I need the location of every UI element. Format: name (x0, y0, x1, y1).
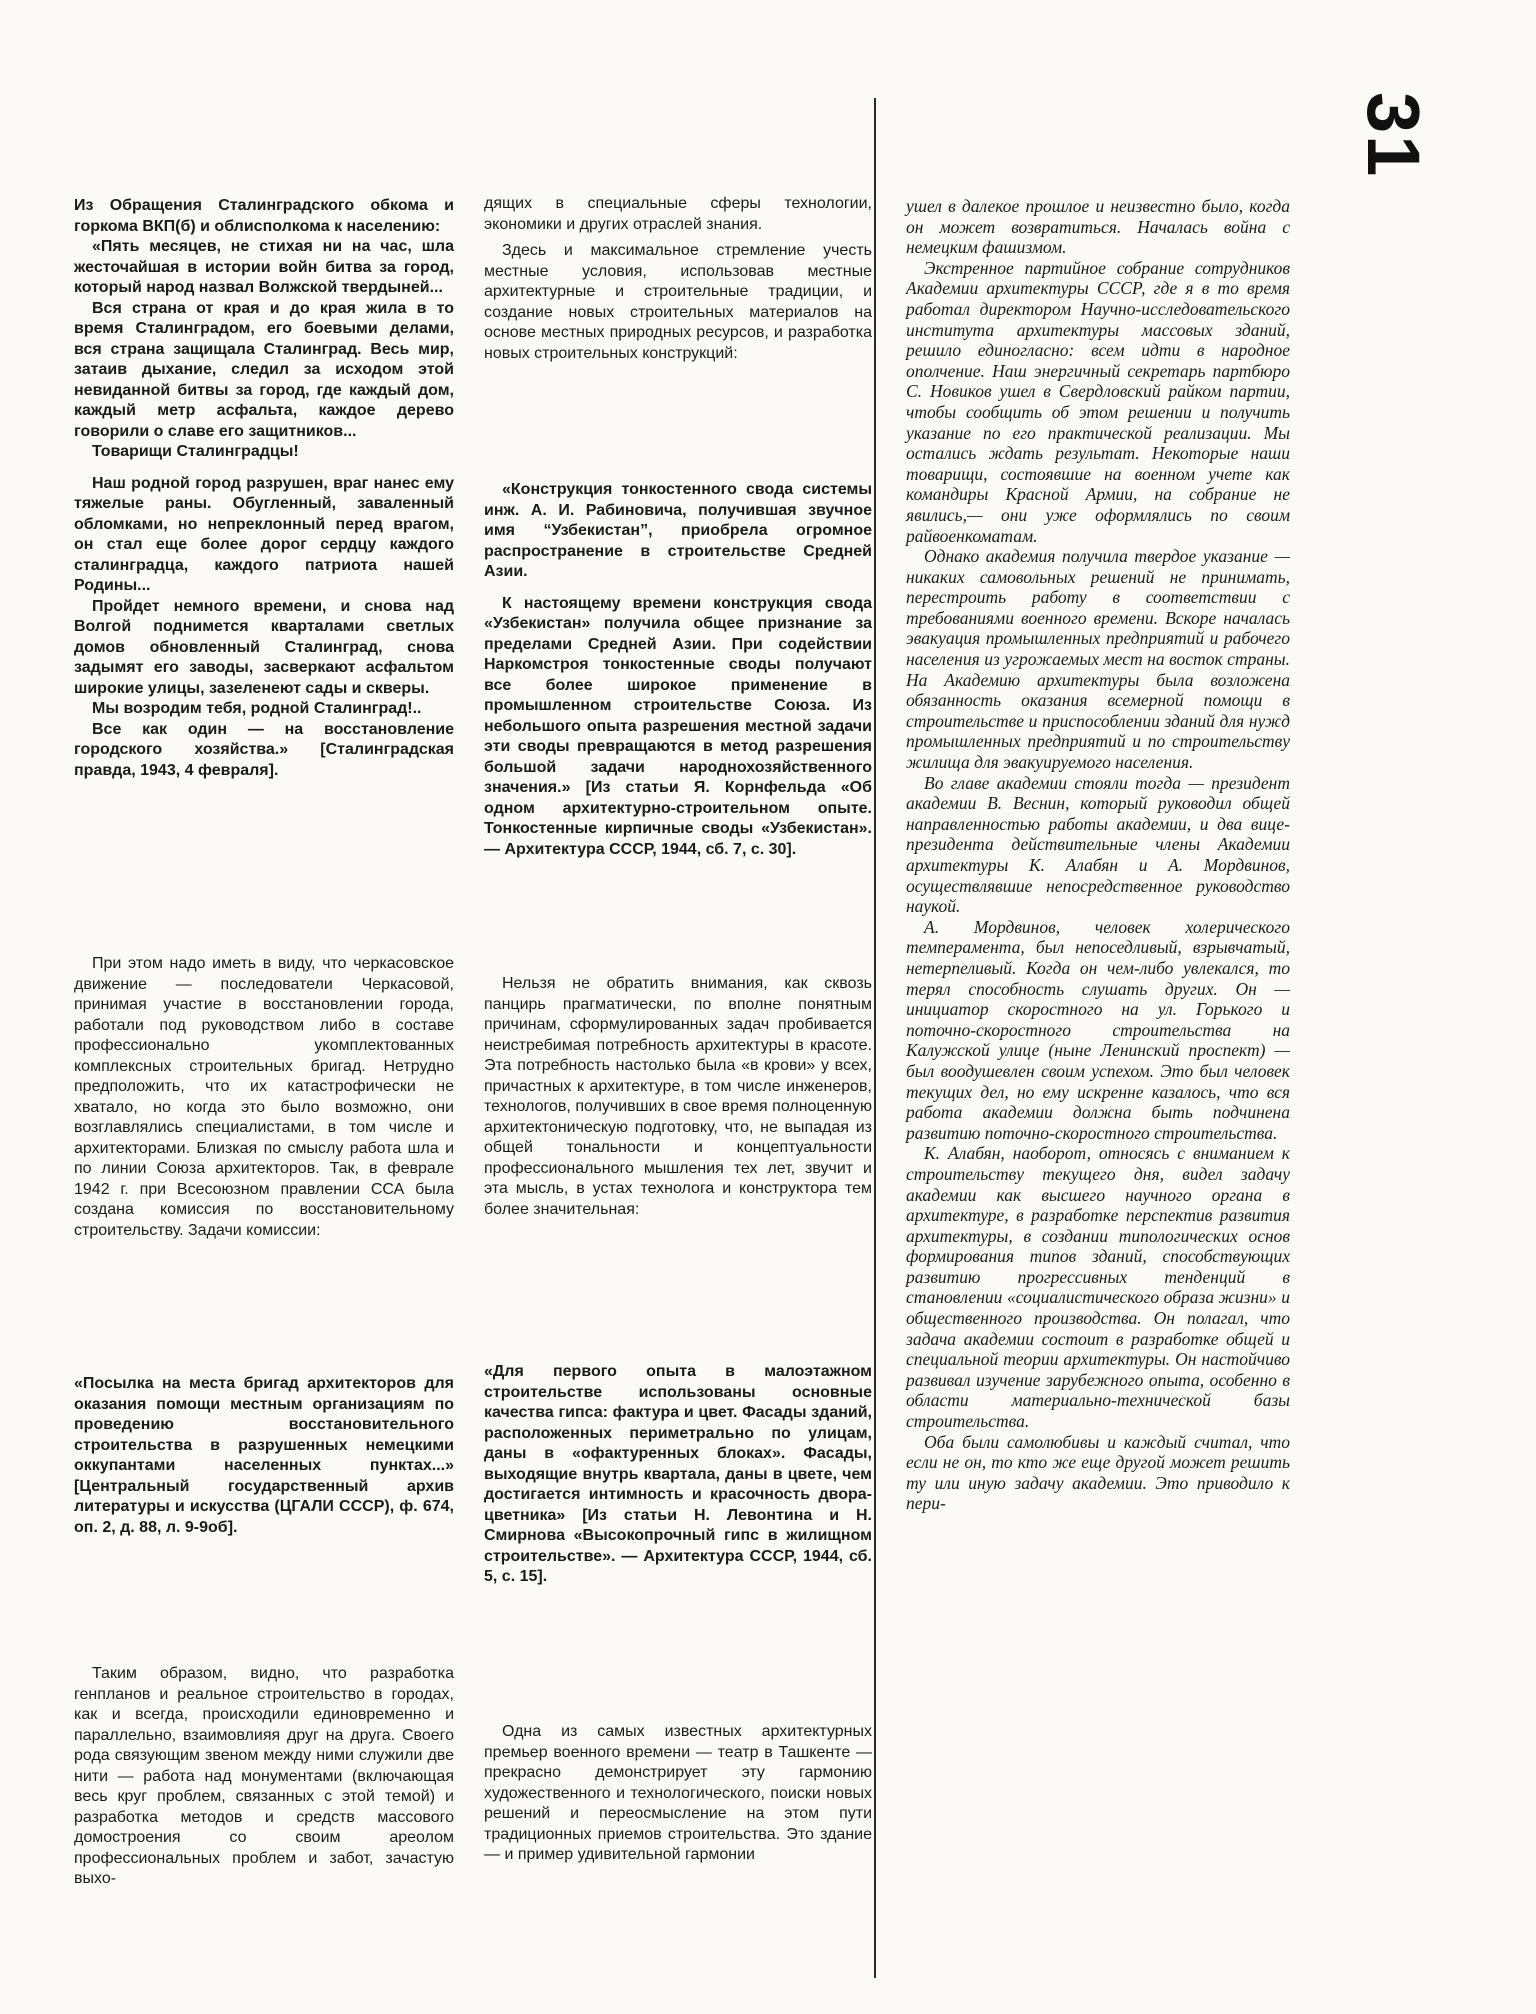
memoir-paragraph: Экстренное партийное собрание сотрудников Академии архитектуры СССР, где я в то время работал директором Научно-исследовательского института архитектуры массовых зданий, решило единогласно: всем идти в народное ополчение. Наш энергичный секретарь партбюро С. Новиков ушел в Свердловский райком партии, чтобы сообщить об этом решении и получить указание по его практической реализации. Мы остались ждать результат. Некоторые наши товарищи, состоявшие на военном учете как командиры Красной Армии, на собрание не явились,— они уже оформлялись по своим райвоенкоматам. (906, 257, 1290, 546)
quote-commission-tasks: «Посылка на места бригад архитекторов для оказания помощи местным организациям по проведению восстановительного строительства в разрушенных немецкими оккупантами населенных пунктах...» [Центральный государственный архив литературы и искусства (ЦГАЛИ СССР), ф. 674, оп. 2, д. 88, л. 9-9об]. (74, 1375, 454, 1536)
memoir-paragraph: Однако академия получила твердое указание — никаких самовольных решений не принимать, перестроить работу в соответствии с требованиями военного времени. Вскоре началась эвакуация промышленных предприятий и рабочего населения из угрожаемых мест на восток страны. На Академию архитектуры была возложена обязанность оказания всемерной помощи в строительстве и приспособлении зданий для нужд промышленных предприятий и по строительству жилища для эвакуируемого населения. (906, 546, 1290, 773)
body-paragraph: Одна из самых известных архитектурных премьер военного времени — театр в Ташкенте — прекрасно демонстрирует эту гармонию художественного и технологического, поиски новых решений и переосмысление на этом пути традиционных приемов строительства. Это здание — и пример удивительной гармонии (484, 1723, 872, 1863)
body-paragraph: дящих в специальные сферы технологии, экономики и других отраслей знания. Здесь и максимальное стремление учесть местные условия, использовав местные архитектурные и строительные традиции, и создание новых строительных материалов на основе местных природных ресурсов, и разработка новых строительных конструкций: (484, 195, 872, 362)
quote-line: Вся страна от края и до края жила в то время Сталинградом, его боевыми делами, вся страна защищала Сталинград. Весь мир, затаив дыхание, следил за исходом этой невиданной битвы за город, где каждый дом, каждый метр асфальта, каждое дерево говорили о славе его защитников... (74, 299, 454, 440)
body-paragraph: Нельзя не обратить внимания, как сквозь панцирь прагматически, по вполне понятным причинам, сформулированных задач пробивается неистребимая потребность архитектуры в красоте. Эта потребность настолько была «в крови» у всех, причастных к архитектуре, в том числе инженеров, технологов, получивших в свое время полноценную архитектоническую подготовку, что, не выпадая из общей тональности и концептуальности профессионального мышления тех лет, звучит и эта мысль, в устах технолога и конструктора тем более значительная: (484, 975, 872, 1218)
quote-line: «Пять месяцев, не стихая ни на час, шла жесточайшая в истории войн битва за город, который народ назвал Волжской твердыней... (74, 238, 454, 296)
quote-line: Все как один — на восстановление городского хозяйства.» [Сталинградская правда, 1943, 4 февраля]. (74, 720, 454, 779)
memoir-paragraph: К. Алабян, наоборот, относясь с вниманием к строительству текущего дня, видел задачу академии как высшего научного органа в архитектуре, в разработке перспектив развития архитектуры, в создании типологических основ формирования типов зданий, способствующих развитию прогрессивных тенденций в становлении «социалистического образа жизни» и общественного производства. Он полагал, что задача академии состоит в разработке общей и специальной теории архитектуры. Он настойчиво развивал изучение зарубежного опыта, особенно в области материально-технической базы строительства. (906, 1143, 1290, 1432)
quote-line: Из Обращения Сталинградского обкома и горкома ВКП(б) и облисполкома к населению: (74, 197, 454, 235)
memoir-paragraph: Оба были самолюбивы и каждый считал, что если не он, то кто же еще другой может решить ту или иную задачу академии. Это приводило к пери- (906, 1431, 1290, 1514)
memoir-paragraph: А. Мордвинов, человек холерического темперамента, был непоседливый, взрывчатый, нетерпеливый. Когда он чем-либо увлекался, то терял способность слушать других. Он — инициатор скоростного на ул. Горького и поточно-скоростного строительства на Калужской улице (ныне Ленинский проспект) — был воодушевлен своим успехом. Это был человек текущих дел, но ему искренне казалось, что вся работа академии должна быть подчинена развитию поточно-скоростного строительства. (906, 916, 1290, 1143)
quote-gypsum: «Для первого опыта в малоэтажном строительстве использованы основные качества гипса: фактура и цвет. Фасады зданий, расположенных периметрально по улицам, даны в «офактуренных блоках». Фасады, выходящие внутрь квартала, даны в цвете, чем достигается интимность и красочность двора-цветника» [Из статьи Н. Левонтина и Н. Смирнова «Высокопрочный гипс в жилищном строительстве». — Архитектура СССР, 1944, сб. 5, с. 15]. (484, 1363, 872, 1585)
quote-line: Наш родной город разрушен, враг нанес ему тяжелые раны. Обугленный, заваленный обломками, но непреклонный перед врагом, он стал еще более дорог сердцу каждого сталинградца, каждого патриота нашей Родины... (74, 474, 454, 594)
quote-line: Мы возродим тебя, родной Сталинград!.. (92, 700, 422, 717)
quote-stalingrad-appeal (74, 196, 454, 781)
memoir-paragraph: Во главе академии стояли тогда — президент академии В. Веснин, который руководил общей направленностью работы академии, и два вице-президента действительные члены Академии архитектуры К. Алабян и А. Мордвинов, осуществлявшие непосредственное руководство наукой. (906, 772, 1290, 917)
memoir-paragraph: ушел в далекое прошлое и неизвестно было, когда он может возвратиться. Началась война с немецким фашизмом. (906, 196, 1290, 258)
page-number: 31 (1352, 92, 1435, 179)
quote-line: Товарищи Сталинградцы! (92, 443, 299, 460)
quote-uzbekistan-vault: «Конструкция тонкостенного свода системы инж. А. И. Рабиновича, получившая звучное имя “Узбекистан”, приобрела огромное распространение в строительстве Средней Азии. К настоящему времени конструкция свода «Узбекистан» получила общее признание за пределами Средней Азии. При содействии Наркомстроя тонкостенные своды получают все более широкое применение в промышленном строительстве Союза. Из небольшого опыта разрешения местной задачи эти своды превращаются в метод разрешения большой задачи народнохозяйственного значения.» [Из статьи Я. Корнфельда «Об одном архитектурно-строительном опыте. Тонкостенные кирпичные своды «Узбекистан».— Архитектура СССР, 1944, сб. 7, с. 30]. (484, 481, 872, 858)
body-paragraph: Таким образом, видно, что разработка генпланов и реальное строительство в городах, как и всегда, происходили единовременно и параллельно, взаимовлияя друг на друга. Своего рода связующим звеном между ними служили две нити — работа над монументами (включающая весь круг проблем, связанных с этой темой) и разработка методов и средств массового домостроения со своим ареолом профессиональных проблем и забот, зачастую выхо- (74, 1665, 454, 1887)
memoir-text (906, 196, 1290, 1514)
quote-line: Пройдет немного времени, и снова над Волгой поднимется кварталами светлых домов обновленный Сталинград, снова задымят его заводы, засверкают асфальтом широкие улицы, зазеленеют сады и скверы. (74, 597, 454, 697)
body-paragraph: При этом надо иметь в виду, что черкасовское движение — последователи Черкасовой, принимая участие в восстановлении города, работали под руководством либо в составе профессионально укомплектованных комплексных строительных бригад. Нетрудно предположить, что их катастрофически не хватало, но когда это было возможно, они возглавлялись специалистами, в том числе и архитекторами. Близкая по смыслу работа шла и по линии Союза архитекторов. Так, в феврале 1942 г. при Всесоюзном правлении ССА была создана комиссия по восстановительному строительству. Задачи комиссии: (74, 955, 454, 1239)
column-rule (874, 98, 876, 1978)
